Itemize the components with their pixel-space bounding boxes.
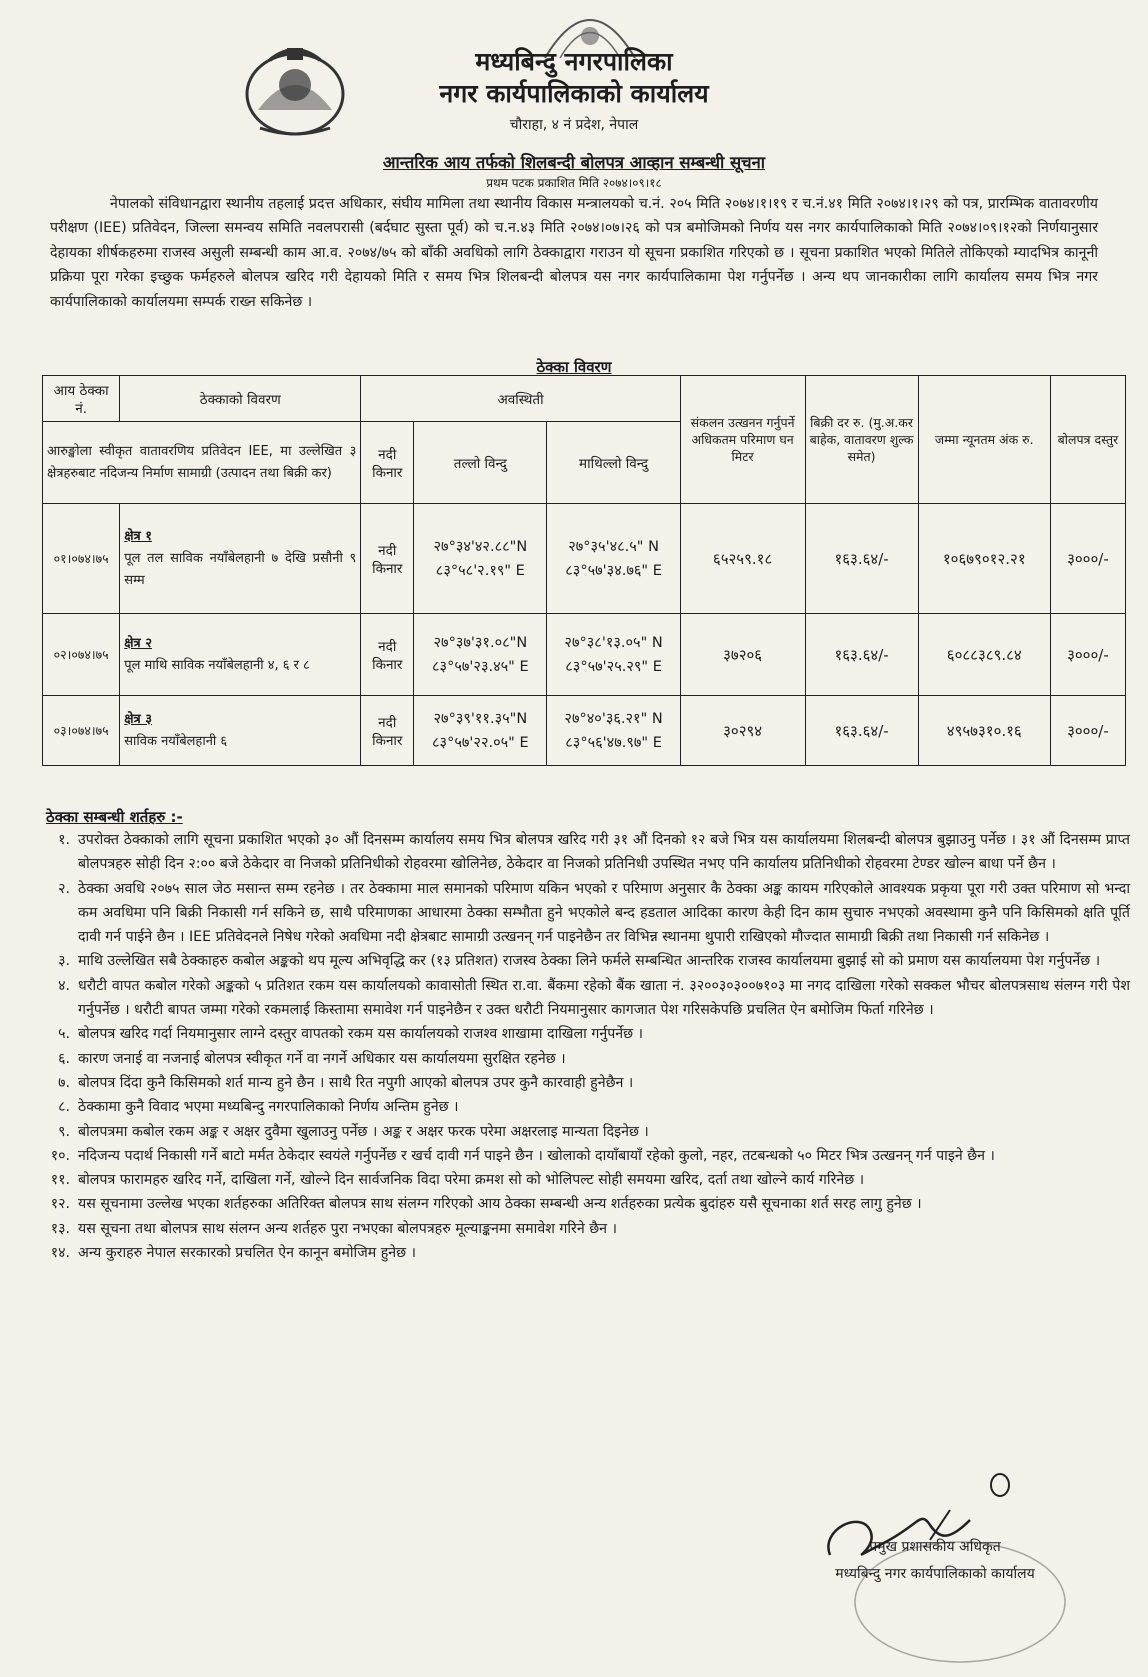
total: ६०८८३८९.८४ — [918, 614, 1050, 696]
fee: ३०००/- — [1050, 504, 1125, 614]
term-text: नदिजन्य पदार्थ निकासी गर्ने बाटो मर्मत ठेकेदार स्वयंले गर्नुपर्नेछ र खर्च दावी गर्न पाइने छैन । खोलाको दायाँबायाँ रहेको कुलो, नहर, तटबन्धको ५० मिटर भित्र उत्खनन् गर्न पाइने छैन । — [78, 1147, 995, 1164]
term-number: १३. — [50, 1220, 70, 1237]
area-detail: पूल तल साविक नयाँबेलहानी ७ देखि प्रसौनी ९ सम्म — [124, 550, 357, 588]
upper-lat: २७°३८'१३.०५" N — [564, 634, 663, 651]
rate: १६३.६४/- — [805, 504, 918, 614]
term-number: १२. — [50, 1196, 70, 1213]
table-row — [43, 504, 1126, 614]
term-item — [40, 1071, 1130, 1095]
area-title: क्षेत्र १ — [124, 528, 152, 544]
lower-lon: ८३°५७'२२.०५" E — [432, 734, 529, 751]
river-bank: नदी किनार — [361, 504, 414, 614]
upper-lon: ८३°५७'२५.२९" E — [565, 658, 662, 675]
contract-no: ०१।०७४।७५ — [43, 504, 120, 614]
term-item — [40, 1241, 1130, 1265]
header-sub-description: आरुङ्खोला स्वीकृत वातावरणिय प्रतिवेदन IEE, मा उल्लेखित ३ क्षेत्रहरुबाट नदिजन्य निर्माण सामाग्री (उत्पादन तथा बिक्री कर) — [43, 422, 361, 504]
term-item — [40, 877, 1130, 950]
fee: ३०००/- — [1050, 696, 1125, 766]
term-text: बोलपत्र दिंदा कुनै किसिमको शर्त मान्य हुने छैन । साथै रित नपुगी आएको बोलपत्र उपर कुनै कारवाही हुनेछैन । — [78, 1074, 634, 1091]
area-title: क्षेत्र २ — [124, 635, 152, 651]
quantity: ६५२५९.१८ — [680, 504, 805, 614]
term-text: बोलपत्र फारामहरु खरिद गर्ने, दाखिला गर्ने, खोल्ने दिन सार्वजनिक विदा परेमा क्रमश सो को भोलिपल्ट सोही समयमा खरिद, दर्ता तथा खोल्ने कार्य गरिनेछ । — [78, 1172, 865, 1189]
header-rate: बिक्री दर रु. (मु.अ.कर बाहेक, वातावरण शुल्क समेत) — [805, 376, 918, 504]
river-bank: नदी किनार — [361, 696, 414, 766]
term-text: माथि उल्लेखित सबै ठेक्काहरु कबोल अङ्कको थप मूल्य अभिवृद्धि कर (१३ प्रतिशत) राजस्व ठेक्का लिने फर्मले सम्बन्धित आन्तरिक राजस्व कार्यालयमा बुझाई सो को प्रमाण यस कार्यालयमा पेश गर्नुपर्नेछ । — [78, 953, 1101, 970]
term-text: ठेक्कामा कुनै विवाद भएमा मध्यबिन्दु नगरपालिकाको निर्णय अन्तिम हुनेछ । — [78, 1099, 459, 1116]
contract-no: ०३।०७४।७५ — [43, 696, 120, 766]
header-description: ठेक्काको विवरण — [120, 376, 361, 422]
term-item — [40, 1168, 1130, 1192]
header-river-bank: नदी किनार — [361, 422, 414, 504]
area-title: क्षेत्र ३ — [124, 711, 152, 727]
term-number: ५. — [58, 1026, 70, 1043]
term-text: यस सूचना तथा बोलपत्र साथ संलग्न अन्य शर्तहरु पुरा नभएका बोलपत्रहरु मूल्याङ्कनमा समावेश गरिने छैन । — [78, 1220, 617, 1237]
lower-lon: ८३°५८'२.१९" E — [435, 562, 525, 579]
header-upper-point: माथिल्लो विन्दु — [547, 422, 680, 504]
office-name: नगर कार्यपालिकाको कार्यालय — [439, 79, 709, 108]
total: १०६७९०१२.२१ — [918, 504, 1050, 614]
term-text: ठेक्का अवधि २०७५ साल जेठ मसान्त सम्म रहनेछ । तर ठेक्कामा माल समानको परिमाण यकिन भएको र परिमाण अनुसार कै ठेक्का अङ्क कायम गरिएकोले आवश्यक प्रकृया पूरा गरी उक्त परिमाण सो भन्दा कम अवधिमा पनि बिक्री निकासी गर्न सकिने छ, साथै परिमाणका आधारमा ठेक्का सम्भौता हुने भएकोले बन्द हडताल आदिका कारण केही दिन काम सुचारु नभएको अवस्थामा कुनै पनि किसिमको क्षति पूर्ति दावी गर्न पाईने छैन । IEE प्रतिवेदनले निषेध गरेको अवधिमा नदी क्षेत्रबाट सामाग्री उत्खनन् गर्न पाइनेछैन तर विभिन्न स्थानमा थुपारी राखिएको मौज्दात सामाग्री बिक्री तथा निकासी गर्न सकिनेछ । — [78, 880, 1130, 946]
term-item — [40, 1217, 1130, 1241]
term-number: १०. — [50, 1147, 70, 1164]
term-number: १४. — [50, 1245, 70, 1262]
term-text: अन्य कुराहरु नेपाल सरकारको प्रचलित ऐन कानून बमोजिम हुनेछ । — [78, 1245, 416, 1262]
header-fee: बोलपत्र दस्तुर — [1050, 376, 1125, 504]
lower-lon: ८३°५७'२३.४५" E — [432, 658, 529, 675]
quantity: ३७२०६ — [680, 614, 805, 696]
term-text: धरौटी वापत कबोल गरेको अङ्कको ५ प्रतिशत रकम यस कार्यालयको कावासोती स्थित रा.वा. बैंकमा रहेको बैंक खाता नं. ३२००३०३००७१०३ मा नगद दाखिला गरेको सक्कल भौचर बोलपत्रसाथ संलग्न गरी पेश गर्नुपर्नेछ । धरौटी बापत जम्मा गरेको रकमलाई किस्तामा समावेश गर्न पाइनेछैन र उक्त धरौटी नियमानुसार कागजात पेश गरिसकेपछि प्रचलित ऐन बमोजिम फिर्ता गरिनेछ । — [78, 977, 1130, 1019]
signatory-title: प्रमुख प्रशासकीय अधिकृत — [869, 1539, 1001, 1555]
area-detail: साविक नयाँबेलहानी ६ — [124, 733, 228, 749]
river-bank: नदी किनार — [361, 614, 414, 696]
term-text: बोलपत्रमा कबोल रकम अङ्क र अक्षर दुवैमा खुलाउनु पर्नेछ । अङ्क र अक्षर फरक परेमा अक्षरलाइ मान्यता दिइनेछ । — [78, 1123, 649, 1140]
term-item — [40, 1120, 1130, 1144]
office-header — [0, 46, 1148, 134]
lower-lat: २७°३४'४२.८८"N — [433, 538, 528, 555]
term-text: बोलपत्र खरिद गर्दा नियमानुसार लाग्ने दस्तुर वापतको रकम यस कार्यालयको राजश्व शाखामा दाखिला गर्नुपर्नेछ । — [78, 1026, 643, 1043]
terms-list — [40, 828, 1130, 1265]
term-item — [40, 1144, 1130, 1168]
term-text: यस सूचनामा उल्लेख भएका शर्तहरुका अतिरिक्त बोलपत्र साथ संलग्न गरिएको आय ठेक्का सम्बन्धी अन्य शर्तहरुका प्रत्येक बुदांहरु यसै सूचनाका शर्त सरह लागु हुनेछ । — [78, 1196, 922, 1213]
term-item — [40, 1192, 1130, 1216]
signatory-office: मध्यबिन्दु नगर कार्यपालिकाको कार्यालय — [835, 1566, 1035, 1582]
lower-lat: २७°३७'३१.०८"N — [433, 634, 528, 651]
total: ४९५७३१०.१६ — [918, 696, 1050, 766]
upper-lat: २७°३५'४८.५" N — [568, 538, 659, 555]
notice-intro: नेपालको संविधानद्वारा स्थानीय तहलाई प्रदत्त अधिकार, संघीय मामिला तथा स्थानीय विकास मन्त्रालयको च.नं. २०५ मिति २०७४।१।१९ र च.नं.४१ मिति २०७४।१।२९ को पत्र, प्रारम्भिक वातावरणीय परीक्षण (IEE) प्रतिवेदन, जिल्ला समन्वय समिति नवलपरासी (बर्दघाट सुस्ता पूर्व) को च.न.४३ मिति २०७४।०७।२६ को पत्र बमोजिमको निर्णय यस नगर कार्यपालिकाको मिति २०७४।०९।१२को निर्णयानुसार देहायका शीर्षकहरुमा राजस्व असुली सम्बन्धी काम आ.व. २०७४/७५ को बाँकी अवधिको लागि ठेक्काद्वारा गराउन यो सूचना प्रकाशित गरिएको छ । सूचना प्रकाशित भएको मितिले तोकिएको म्यादभित्र कानूनी प्रक्रिया पूरा गरेका इच्छुक फर्महरुले बोलपत्र खरिद गरी देहायको मिति र समय भित्र शिलबन्दी बोलपत्र यस नगर कार्यपालिकामा पेश गर्नुपर्नेछ । अन्य थप जानकारीका लागि कार्यालय समय भित्र नगर कार्यपालिकाको कार्यालयमा सम्पर्क राख्न सकिनेछ । — [50, 196, 1098, 310]
rate: १६३.६४/- — [805, 614, 918, 696]
term-number: ६. — [58, 1050, 70, 1067]
term-text: कारण जनाई वा नजनाई बोलपत्र स्वीकृत गर्ने वा नगर्ने अधिकार यस कार्यालयमा सुरक्षित रहनेछ । — [78, 1050, 566, 1067]
header-lower-point: तल्लो विन्दु — [414, 422, 547, 504]
contract-table — [42, 375, 1126, 766]
term-number: ४. — [58, 977, 70, 994]
term-item — [40, 1095, 1130, 1119]
rate: १६३.६४/- — [805, 696, 918, 766]
table-row — [43, 614, 1126, 696]
term-item — [40, 1047, 1130, 1071]
term-number: ८. — [58, 1099, 70, 1116]
term-item — [40, 828, 1130, 877]
term-number: ११. — [50, 1172, 70, 1189]
term-item — [40, 949, 1130, 973]
municipality-name: मध्यबिन्दु नगरपालिका — [475, 47, 673, 76]
term-number: ३. — [58, 953, 70, 970]
contract-no: ०२।०७४।७५ — [43, 614, 120, 696]
area-detail: पूल माथि साविक नयाँबेलहानी ४, ६ र ८ — [124, 657, 310, 673]
lower-lat: २७°३९'११.३५"N — [433, 710, 528, 727]
header-quantity: संकलन उत्खनन गर्नुपर्ने अधिकतम परिमाण घन मिटर — [680, 376, 805, 504]
upper-lat: २७°४०'३६.२१" N — [564, 710, 663, 727]
fee: ३०००/- — [1050, 614, 1125, 696]
term-number: ९. — [58, 1123, 70, 1140]
header-location: अवस्थिती — [361, 376, 680, 422]
notice-subject: आन्तरिक आय तर्फको शिलबन्दी बोलपत्र आव्हान सम्बन्धी सूचना — [382, 153, 766, 172]
header-contract-no: आय ठेक्का नं. — [43, 376, 120, 422]
table-title: ठेक्का विवरण — [536, 358, 612, 376]
term-text: उपरोक्त ठेक्काको लागि सूचना प्रकाशित भएको ३० औं दिनसम्म कार्यालय समय भित्र बोलपत्र खरिद गरी ३१ औं दिनको १२ बजे भित्र यस कार्यालयमा शिलबन्दी बोलपत्र बुझाउनु पर्नेछ । ३१ औं दिनसम्म प्राप्त बोलपत्रहरु सोही दिन २:०० बजे ठेकेदार वा निजको प्रतिनिधीको रोहवरमा खोलिनेछ, ठेकेदार वा निजको प्रतिनिधी उपस्थित नभए पनि कार्यालय प्रतिनिधीको रोहवरमा टेण्डर खोल्न बाधा पर्ने छैन । — [78, 832, 1130, 873]
table-row — [43, 696, 1126, 766]
term-number: २. — [58, 880, 70, 897]
header-total: जम्मा न्यूनतम अंक रु. — [918, 376, 1050, 504]
first-publication-date: प्रथम पटक प्रकाशित मिति २०७४।०९।१८ — [486, 176, 662, 190]
office-address: चौराहा, ४ नं प्रदेश, नेपाल — [509, 117, 639, 133]
terms-title: ठेक्का सम्बन्धी शर्तहरु :- — [46, 808, 183, 826]
term-item — [40, 1022, 1130, 1046]
upper-lon: ८३°५६'४७.९७" E — [565, 734, 662, 751]
term-number: १. — [58, 832, 70, 848]
term-item — [40, 974, 1130, 1023]
quantity: ३०२९४ — [680, 696, 805, 766]
upper-lon: ८३°५७'३४.७६" E — [565, 562, 662, 579]
term-number: ७. — [58, 1074, 70, 1091]
